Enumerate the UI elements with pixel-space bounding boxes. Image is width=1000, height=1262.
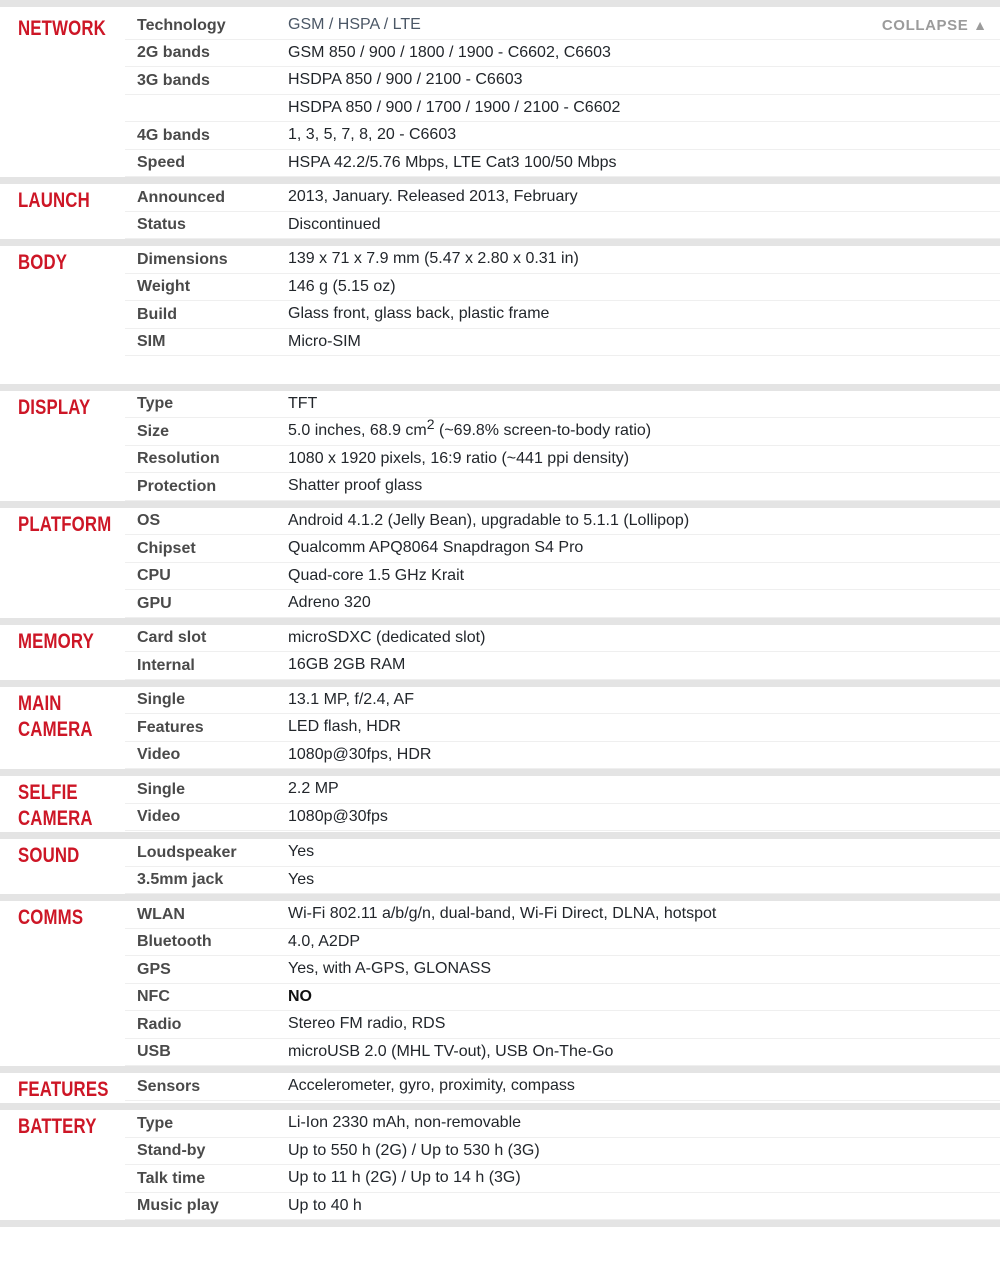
spec-value: 1080 x 1920 pixels, 16:9 ratio (~441 ppi density): [288, 449, 630, 467]
spec-row: [125, 356, 1000, 384]
section-rows: [125, 12, 1000, 177]
spec-row: [125, 956, 1000, 984]
spec-row: [125, 329, 1000, 357]
section-rows: [125, 687, 1000, 770]
section-divider: [0, 769, 1000, 776]
spec-value: Yes: [288, 843, 315, 861]
spec-label: Music play: [137, 1197, 219, 1215]
section-divider: [0, 1066, 1000, 1073]
spec-label: Size: [137, 422, 170, 440]
spec-value: 1080p@30fps, HDR: [288, 745, 432, 763]
spec-value: 2013, January. Released 2013, February: [288, 188, 578, 206]
spec-label: SIM: [137, 333, 166, 351]
spec-label: Protection: [137, 477, 217, 495]
spec-value: 16GB 2GB RAM: [288, 656, 406, 674]
spec-value: Qualcomm APQ8064 Snapdragon S4 Pro: [288, 539, 584, 557]
spec-row: [125, 67, 1000, 95]
section-rows: [125, 776, 1000, 832]
spec-row: [125, 391, 1000, 419]
section-rows: [125, 246, 1000, 384]
spec-section-memory: [0, 625, 1000, 680]
section-divider: [0, 894, 1000, 901]
spec-label: Internal: [137, 656, 195, 674]
spec-label: Speed: [137, 154, 186, 172]
spec-value: Adreno 320: [288, 594, 371, 612]
spec-label: Loudspeaker: [137, 843, 237, 861]
spec-row: [125, 473, 1000, 501]
spec-row: [125, 804, 1000, 832]
spec-value: 13.1 MP, f/2.4, AF: [288, 690, 414, 708]
spec-row: [125, 563, 1000, 591]
collapse-label: COLLAPSE: [881, 17, 969, 34]
spec-value: HSPA 42.2/5.76 Mbps, LTE Cat3 100/50 Mbps: [288, 153, 617, 171]
spec-section-launch: [0, 184, 1000, 239]
section-title-cell: [0, 776, 125, 832]
spec-label: Video: [137, 808, 181, 826]
spec-label: GPS: [137, 960, 171, 978]
spec-row: [125, 95, 1000, 123]
collapse-button[interactable]: [882, 17, 987, 34]
section-title-cell: [0, 391, 125, 501]
spec-value: 139 x 71 x 7.9 mm (5.47 x 2.80 x 0.31 in): [288, 250, 579, 268]
spec-value: LED flash, HDR: [288, 718, 401, 736]
spec-value: 1, 3, 5, 7, 8, 20 - C6603: [288, 126, 457, 144]
spec-value: 5.0 inches, 68.9 $cm^2$ (~69.8% screen-to-body ratio): [288, 416, 652, 440]
section-title-cell: [0, 1073, 125, 1103]
spec-label: USB: [137, 1043, 171, 1061]
spec-value: microSDXC (dedicated slot): [288, 628, 486, 646]
section-title-cell: [0, 901, 125, 1066]
spec-value[interactable]: GSM / HSPA / LTE: [288, 16, 421, 34]
spec-section-sound: [0, 839, 1000, 894]
spec-label: Features: [137, 718, 204, 736]
spec-value: Li-Ion 2330 mAh, non-removable: [288, 1114, 522, 1132]
superscript: 2: [426, 416, 435, 433]
spec-row: [125, 508, 1000, 536]
spec-row: [125, 274, 1000, 302]
spec-value: Glass front, glass back, plastic frame: [288, 305, 550, 323]
spec-section-comms: [0, 901, 1000, 1066]
spec-row: [125, 150, 1000, 178]
section-divider: [0, 1103, 1000, 1110]
spec-value: Micro-SIM: [288, 332, 361, 350]
section-rows: [125, 508, 1000, 618]
spec-row: [125, 590, 1000, 618]
spec-label: Sensors: [137, 1077, 201, 1095]
spec-label: CPU: [137, 567, 171, 585]
section-title[interactable]: MEMORY: [18, 629, 94, 653]
spec-value: Yes, with A-GPS, GLONASS: [288, 960, 492, 978]
spec-row: [125, 418, 1000, 446]
spec-label: 3.5mm jack: [137, 871, 224, 889]
spec-row: [125, 1073, 1000, 1101]
spec-label: Single: [137, 780, 186, 798]
spec-value: 4.0, A2DP: [288, 932, 361, 950]
spec-value: Up to 11 h (2G) / Up to 14 h (3G): [288, 1169, 521, 1187]
spec-row: [125, 1193, 1000, 1221]
section-title[interactable]: SOUND: [18, 844, 80, 867]
section-title[interactable]: BODY: [18, 251, 68, 274]
section-title[interactable]: MAIN CAMERA: [18, 691, 93, 741]
spec-row: [125, 901, 1000, 929]
spec-row: [125, 246, 1000, 274]
section-title[interactable]: NETWORK: [18, 17, 106, 40]
spec-row: [125, 984, 1000, 1012]
spec-label: WLAN: [137, 905, 185, 923]
spec-row: [125, 742, 1000, 770]
section-divider: [0, 680, 1000, 687]
section-title[interactable]: COMMS: [18, 906, 84, 929]
section-title-cell: [0, 12, 125, 177]
spec-value: Discontinued: [288, 215, 381, 233]
spec-label: 2G bands: [137, 44, 210, 62]
spec-label: OS: [137, 512, 161, 530]
section-title-cell: [0, 1110, 125, 1220]
section-rows: [125, 625, 1000, 680]
spec-label: 3G bands: [137, 71, 210, 89]
spec-label: 4G bands: [137, 126, 210, 144]
section-title[interactable]: DISPLAY: [18, 395, 91, 419]
spec-section-network: [0, 12, 1000, 177]
spec-label: Status: [137, 216, 186, 234]
section-divider: [0, 501, 1000, 508]
spec-row: [125, 122, 1000, 150]
spec-value: Android 4.1.2 (Jelly Bean), upgradable to 5.1.1 (Lollipop): [288, 511, 690, 529]
spec-value: Up to 40 h: [288, 1196, 362, 1214]
section-divider: [0, 239, 1000, 246]
spec-label: Video: [137, 746, 181, 764]
section-title-cell: [0, 184, 125, 239]
section-divider: [0, 1220, 1000, 1227]
spec-label: Resolution: [137, 450, 220, 468]
spec-section-display: [0, 391, 1000, 501]
spec-row: [125, 1011, 1000, 1039]
spec-label: Announced: [137, 188, 225, 206]
section-rows: [125, 901, 1000, 1066]
section-rows: [125, 1110, 1000, 1220]
spec-label: Dimensions: [137, 250, 228, 268]
spec-row: [125, 184, 1000, 212]
spec-section-body: [0, 246, 1000, 384]
section-divider: [0, 618, 1000, 625]
section-divider: [0, 177, 1000, 184]
spec-row: [125, 446, 1000, 474]
spec-value: TFT: [288, 394, 318, 412]
spec-row: [125, 867, 1000, 895]
spec-value: 146 g (5.15 oz): [288, 277, 396, 295]
spec-row: [125, 652, 1000, 680]
spec-section-selfie-camera: [0, 776, 1000, 832]
section-title-cell: [0, 508, 125, 618]
spec-row: [125, 12, 1000, 40]
spec-value: HSDPA 850 / 900 / 1700 / 1900 / 2100 - C6602: [288, 98, 621, 116]
section-title-cell: [0, 687, 125, 770]
section-title-cell: [0, 839, 125, 894]
spec-label: Card slot: [137, 629, 207, 647]
spec-label: Chipset: [137, 539, 196, 557]
section-divider: [0, 0, 1000, 7]
spec-value: NO: [288, 987, 312, 1005]
spec-value: 2.2 MP: [288, 780, 339, 798]
spec-label: Radio: [137, 1015, 182, 1033]
spec-row: [125, 301, 1000, 329]
section-divider: [0, 832, 1000, 839]
spec-row: [125, 1138, 1000, 1166]
spec-value: HSDPA 850 / 900 / 2100 - C6603: [288, 71, 523, 89]
spec-label: Build: [137, 305, 177, 323]
spec-value: 1080p@30fps: [288, 807, 388, 825]
section-rows: [125, 1073, 1000, 1103]
section-title[interactable]: LAUNCH: [18, 189, 90, 212]
spec-row: [125, 929, 1000, 957]
section-title[interactable]: PLATFORM: [18, 512, 112, 536]
spec-label: Weight: [137, 278, 191, 296]
spec-label: Talk time: [137, 1169, 206, 1187]
spec-row: [125, 687, 1000, 715]
spec-row: [125, 839, 1000, 867]
spec-row: [125, 1110, 1000, 1138]
spec-row: [125, 776, 1000, 804]
spec-label: Type: [137, 395, 174, 413]
spec-value: [288, 367, 990, 373]
spec-row: [125, 212, 1000, 240]
spec-value: Quad-core 1.5 GHz Krait: [288, 566, 465, 584]
spec-row: [125, 1039, 1000, 1067]
spec-section-main-camera: [0, 687, 1000, 770]
spec-value: Wi-Fi 802.11 a/b/g/n, dual-band, Wi-Fi Direct, DLNA, hotspot: [288, 905, 717, 923]
spec-label: Single: [137, 691, 186, 709]
spec-row: [125, 625, 1000, 653]
section-title-cell: [0, 246, 125, 384]
spec-value: Shatter proof glass: [288, 477, 423, 495]
section-rows: [125, 839, 1000, 894]
spec-value: Accelerometer, gyro, proximity, compass: [288, 1077, 575, 1095]
spec-label: Bluetooth: [137, 933, 212, 951]
section-title[interactable]: FEATURES: [18, 1078, 109, 1101]
section-rows: [125, 184, 1000, 239]
section-title-cell: [0, 625, 125, 680]
spec-row: [125, 1165, 1000, 1193]
spec-label: Technology: [137, 16, 226, 34]
spec-label: Type: [137, 1114, 174, 1132]
spec-value: Yes: [288, 870, 315, 888]
spec-value: microUSB 2.0 (MHL TV-out), USB On-The-Go: [288, 1042, 614, 1060]
spec-row: [125, 40, 1000, 68]
spec-value: GSM 850 / 900 / 1800 / 1900 - C6602, C6603: [288, 43, 611, 61]
spec-row: [125, 714, 1000, 742]
spec-row: [125, 535, 1000, 563]
spec-value: Stereo FM radio, RDS: [288, 1015, 446, 1033]
spec-section-battery: [0, 1110, 1000, 1220]
spec-label: Stand-by: [137, 1142, 206, 1160]
spec-value: Up to 550 h (2G) / Up to 530 h (3G): [288, 1141, 540, 1159]
section-title[interactable]: SELFIE CAMERA: [18, 781, 93, 830]
spec-label: NFC: [137, 988, 170, 1006]
collapse-arrow-icon: ▲: [973, 17, 987, 33]
section-title[interactable]: BATTERY: [18, 1115, 97, 1138]
spec-label: GPU: [137, 594, 172, 612]
section-divider: [0, 384, 1000, 391]
section-rows: [125, 391, 1000, 501]
spec-section-platform: [0, 508, 1000, 618]
spec-section-features: [0, 1073, 1000, 1103]
